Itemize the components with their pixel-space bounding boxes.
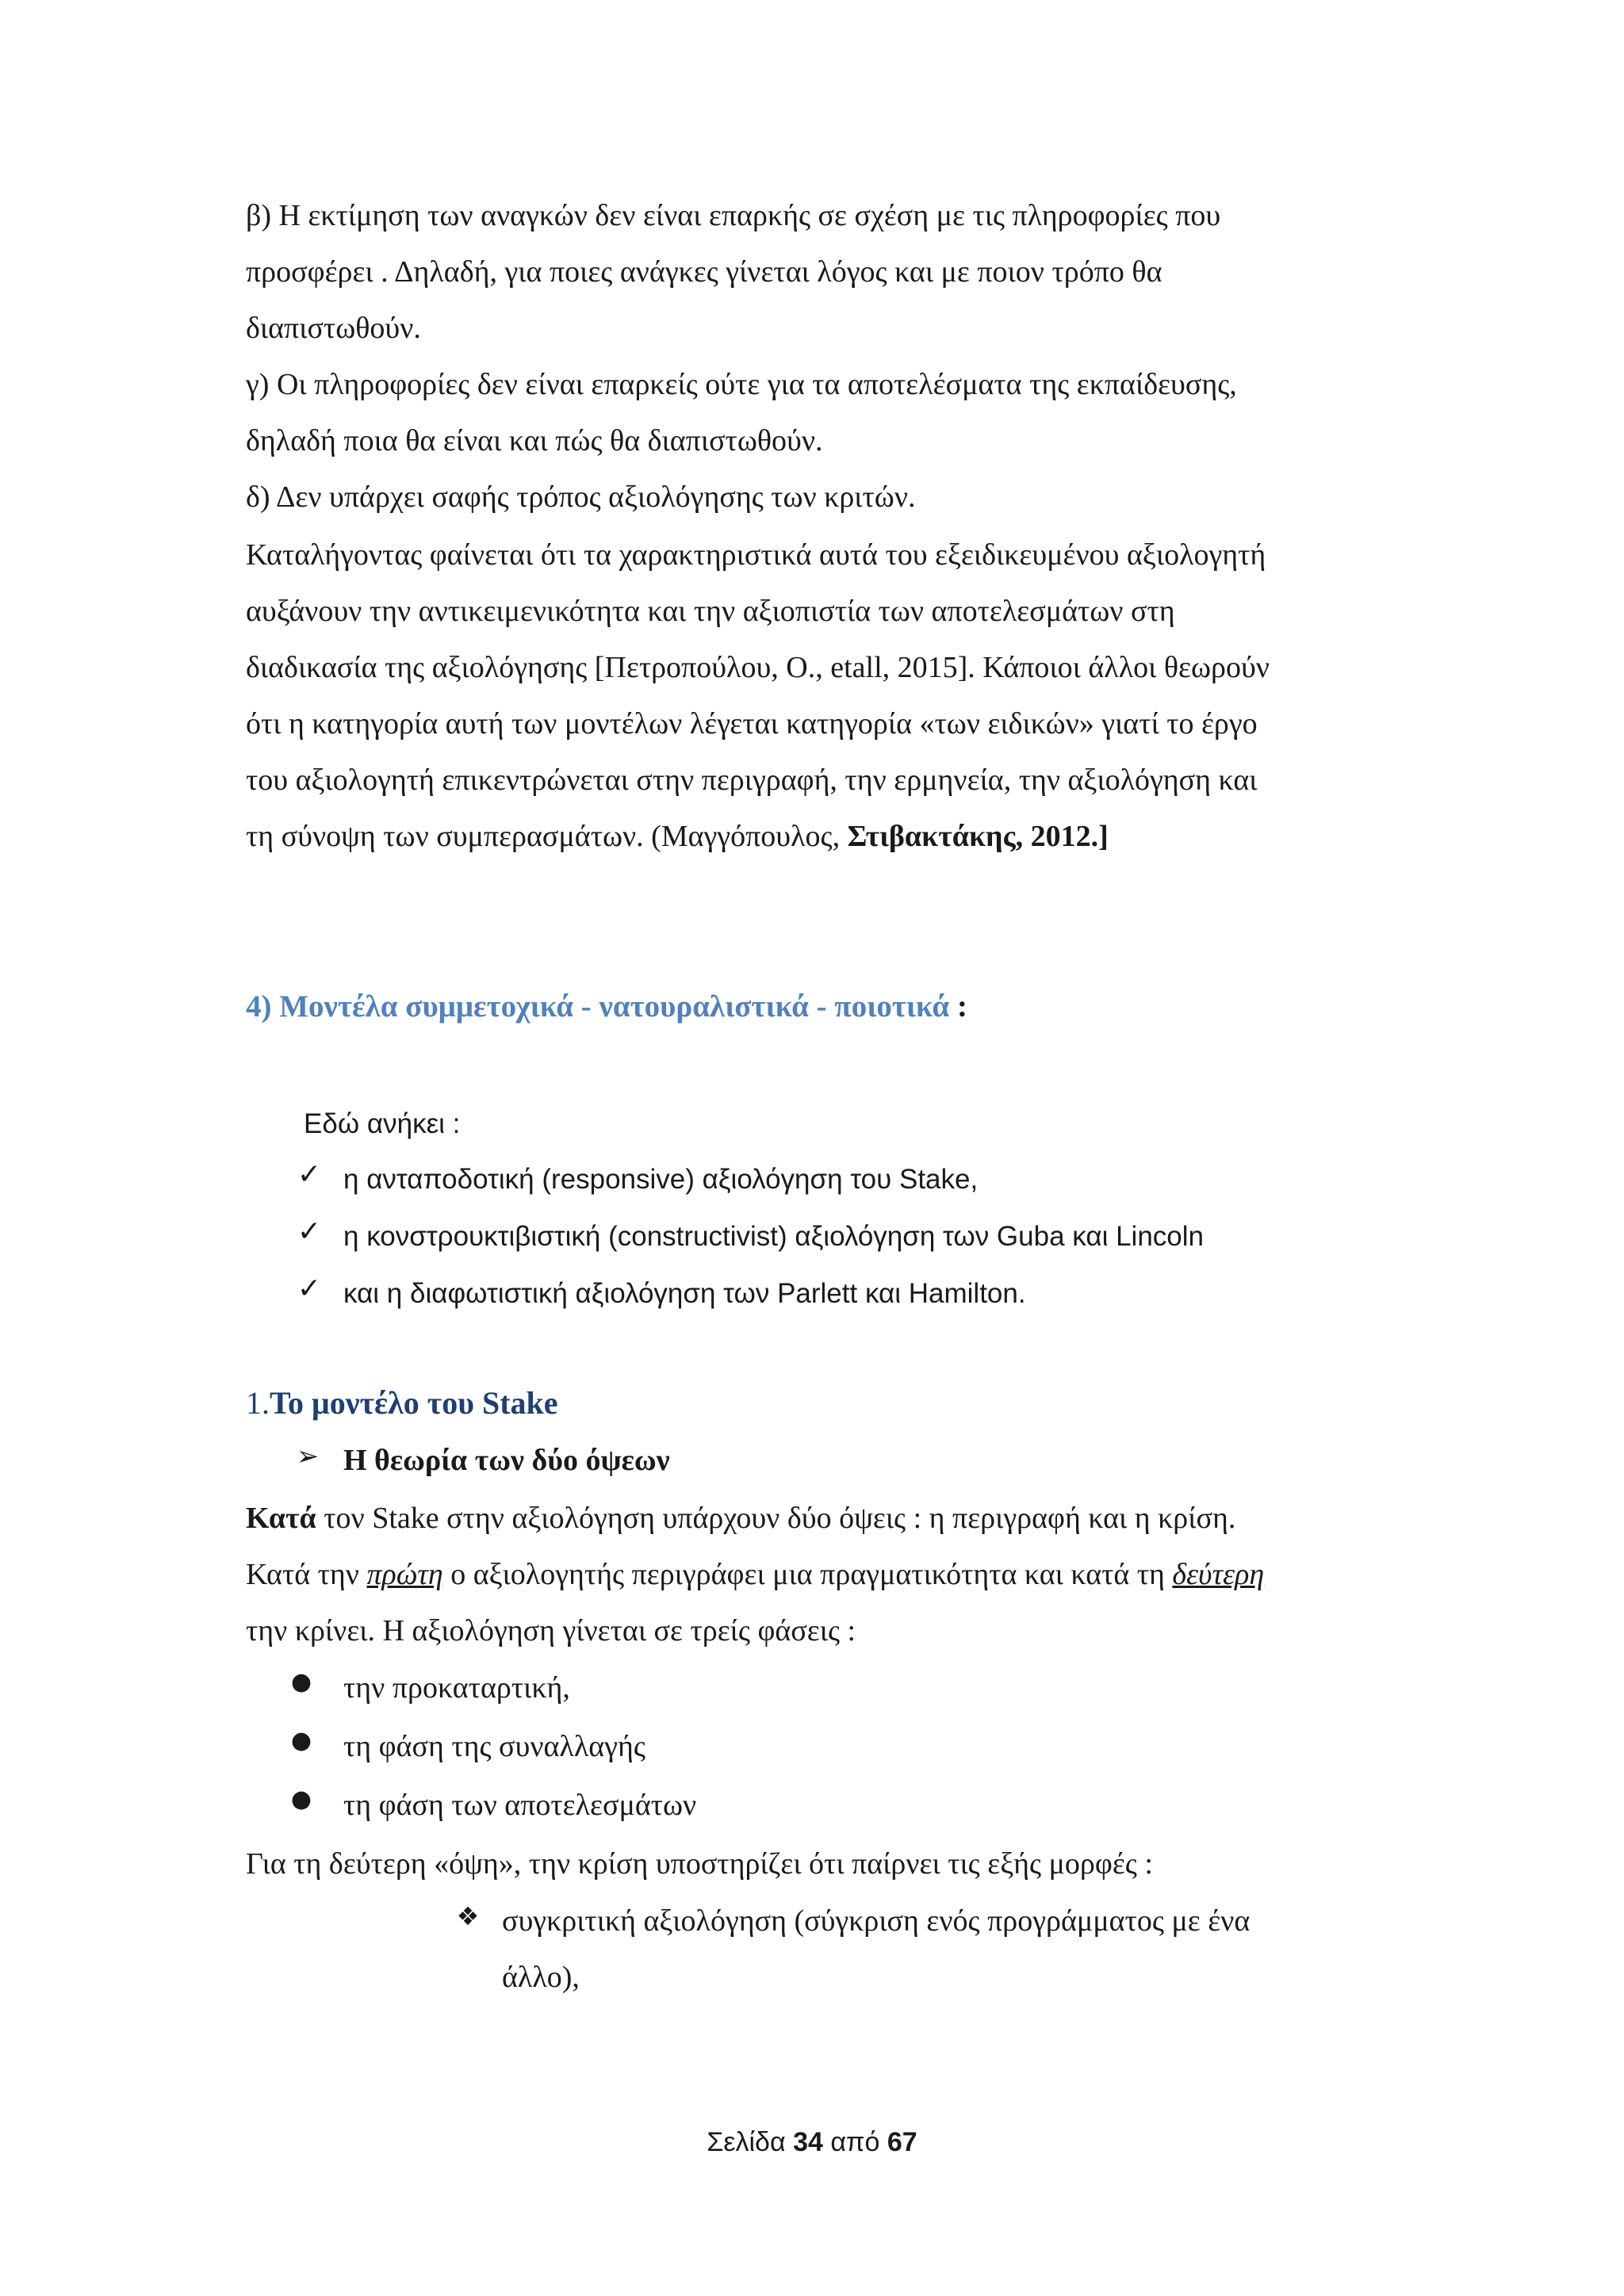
conclusion-line-2: αυξάνουν την αντικειμενικότητα και την αξιοπιστία των αποτελεσμάτων στη xyxy=(246,595,1175,628)
check-icon: ✓ xyxy=(297,1158,322,1191)
section-4-heading-colon: : xyxy=(956,989,967,1024)
section-4-item-2: η κονστρουκτιβιστική (constructivist) αξιολόγηση των Guba και Lincoln xyxy=(343,1221,1204,1252)
stake-second-term: δεύτερη xyxy=(1172,1558,1265,1591)
paragraph-delta: δ) Δεν υπάρχει σαφής τρόπος αξιολόγησης των κριτών. xyxy=(246,480,916,514)
page-footer xyxy=(0,2127,1624,2158)
phase-item-2: τη φάση της συναλλαγής xyxy=(343,1730,645,1763)
section-4-heading-text: 4) Μοντέλα συμμετοχικά - νατουραλιστικά - ποιοτικά xyxy=(246,989,957,1024)
footer-page-word: Σελίδα xyxy=(707,2127,794,2157)
paragraph-gamma-line-2: δηλαδή ποια θα είναι και πώς θα διαπιστωθούν. xyxy=(246,424,823,457)
footer-of-word: από xyxy=(822,2127,887,2157)
form-item-1-line-1: συγκριτική αξιολόγηση (σύγκριση ενός προγράμματος με ένα xyxy=(502,1904,1251,1938)
stake-first-term: πρώτη xyxy=(366,1558,443,1591)
form-item-1-line-2: άλλο), xyxy=(502,1961,580,1994)
stake-paragraph-2 xyxy=(246,1555,1264,1594)
conclusion-line-4: ότι η κατηγορία αυτή των μοντέλων λέγεται κατηγορία «των ειδικών» γιατί το έργο xyxy=(246,707,1258,740)
conclusion-line-5: του αξιολογητή επικεντρώνεται στην περιγραφή, την ερμηνεία, την αξιολόγηση και xyxy=(246,763,1258,797)
stake-paragraph-2-a: Κατά την xyxy=(246,1558,367,1591)
paragraph-beta-line-2: προσφέρει . Δηλαδή, για ποιες ανάγκες γίνεται λόγος και με ποιον τρόπο θα xyxy=(246,255,1162,289)
stake-heading xyxy=(246,1383,558,1423)
stake-paragraph-1-bold: Κατά xyxy=(246,1502,316,1535)
conclusion-citation-bold: Στιβακτάκης, 2012.] xyxy=(847,820,1109,853)
paragraph-beta-line-3: διαπιστωθούν. xyxy=(246,312,421,345)
bullet-icon: ● xyxy=(290,1668,312,1696)
paragraph-gamma-line-1: γ) Οι πληροφορίες δεν είναι επαρκείς ούτε για τα αποτελέσματα της εκπαίδευσης, xyxy=(246,368,1237,401)
check-icon: ✓ xyxy=(297,1272,322,1305)
stake-paragraph-4: Για τη δεύτερη «όψη», την κρίση υποστηρίζει ότι παίρνει τις εξής μορφές : xyxy=(246,1847,1153,1881)
section-4-item-3: και η διαφωτιστική αξιολόγηση των Parlett και Hamilton. xyxy=(343,1278,1026,1309)
footer-current-page: 34 xyxy=(793,2127,823,2157)
arrow-bullet-icon: ➢ xyxy=(296,1441,320,1472)
stake-heading-number: 1. xyxy=(246,1385,270,1421)
check-icon: ✓ xyxy=(297,1215,322,1248)
phase-item-3: τη φάση των αποτελεσμάτων xyxy=(343,1789,697,1822)
paragraph-beta-line-1: β) Η εκτίμηση των αναγκών δεν είναι επαρκής σε σχέση με τις πληροφορίες που xyxy=(246,199,1221,232)
conclusion-citation-plain: τη σύνοψη των συμπερασμάτων. (Μαγγόπουλος, xyxy=(246,820,848,853)
section-4-intro: Εδώ ανήκει : xyxy=(304,1108,461,1139)
footer-total-pages: 67 xyxy=(887,2127,917,2157)
conclusion-line-3: διαδικασία της αξιολόγησης [Πετροπούλου, Ο., etall, 2015]. Κάποιοι άλλοι θεωρούν xyxy=(246,651,1270,684)
stake-paragraph-3: την κρίνει. Η αξιολόγηση γίνεται σε τρείς φάσεις : xyxy=(246,1614,856,1647)
stake-heading-text: Το μοντέλο του Stake xyxy=(270,1385,558,1421)
stake-subheading: Η θεωρία των δύο όψεων xyxy=(343,1444,670,1477)
conclusion-line-1: Καταλήγοντας φαίνεται ότι τα χαρακτηριστικά αυτά του εξειδικευμένου αξιολογητή xyxy=(246,538,1266,572)
conclusion-line-6 xyxy=(246,817,1109,856)
phase-item-1: την προκαταρτική, xyxy=(343,1671,570,1705)
section-4-heading xyxy=(246,987,967,1027)
bullet-icon: ● xyxy=(290,1727,312,1755)
stake-paragraph-2-b: ο αξιολογητής περιγράφει μια πραγματικότητα και κατά τη xyxy=(442,1558,1173,1591)
stake-paragraph-1-rest: τον Stake στην αξιολόγηση υπάρχουν δύο όψεις : η περιγραφή και η κρίση. xyxy=(316,1502,1236,1535)
section-4-item-1: η ανταποδοτική (responsive) αξιολόγηση του Stake, xyxy=(343,1164,979,1195)
bullet-icon: ● xyxy=(290,1785,312,1813)
diamond-bullet-icon: ❖ xyxy=(456,1901,480,1931)
stake-paragraph-1 xyxy=(246,1498,1235,1538)
